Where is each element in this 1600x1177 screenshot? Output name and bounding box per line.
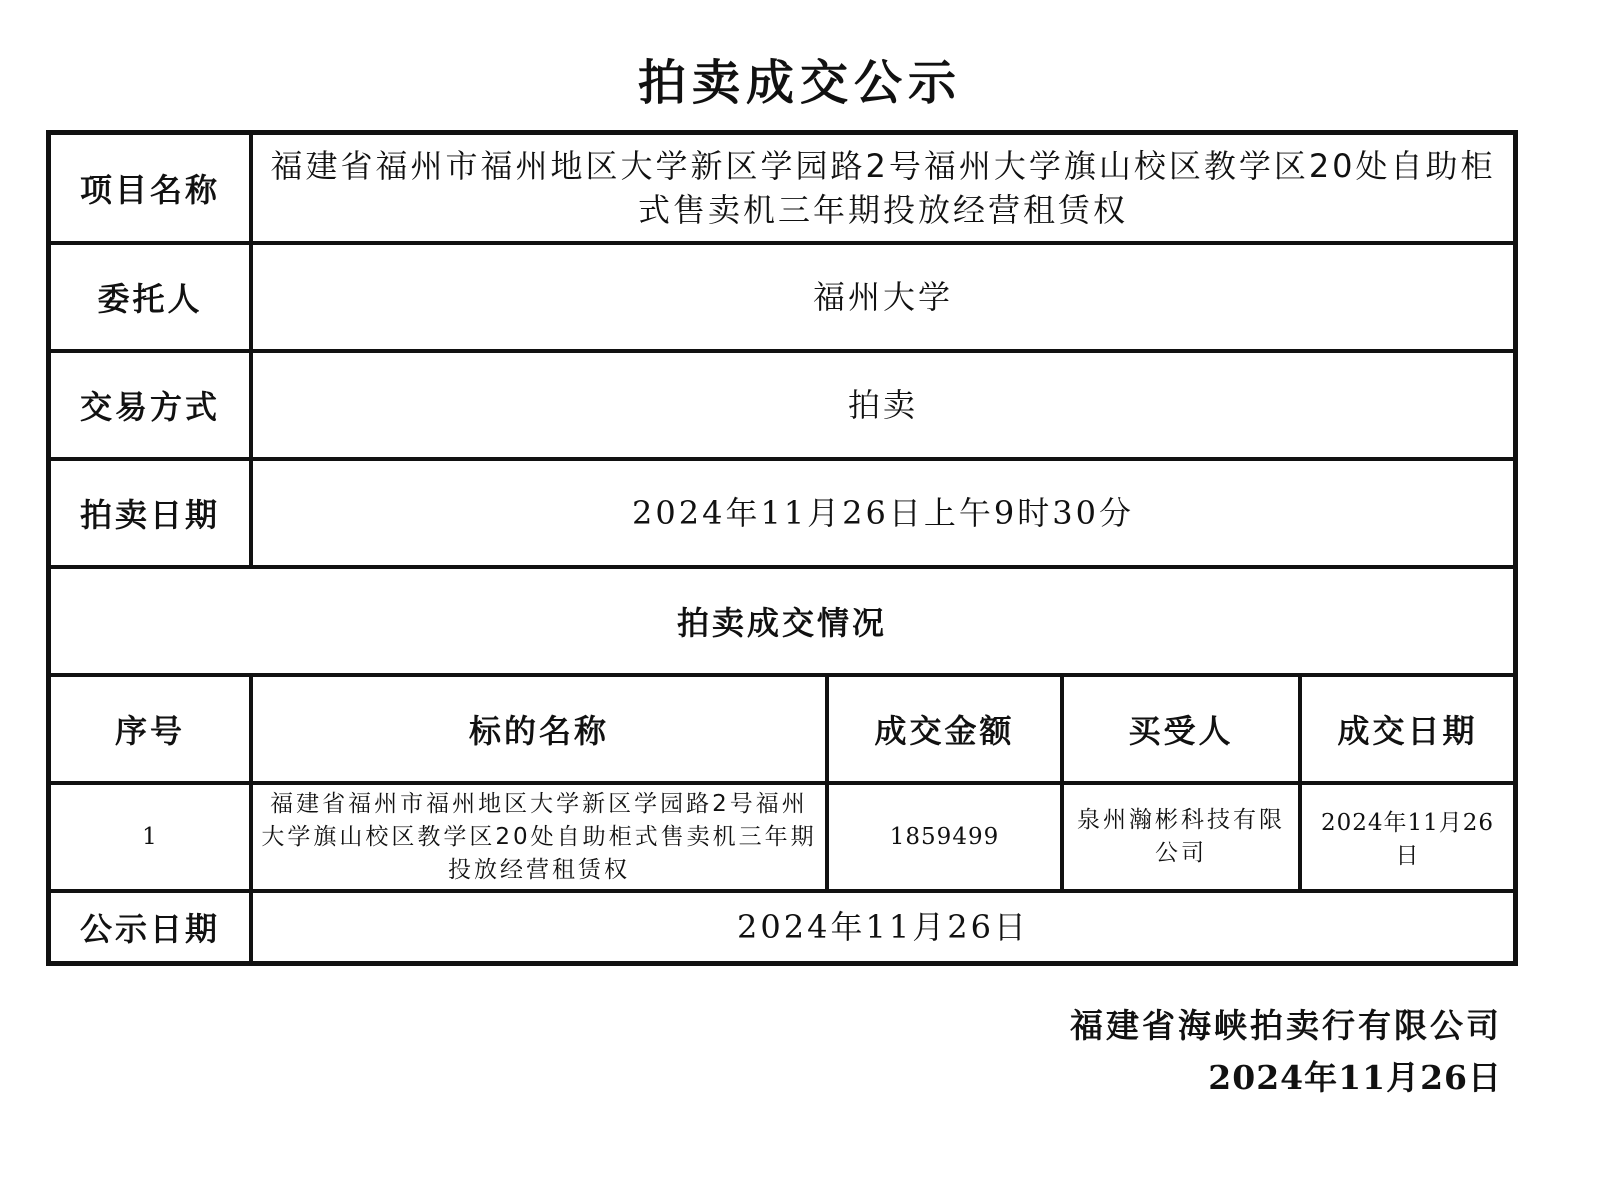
footer-company: 福建省海峡拍卖行有限公司: [1070, 1006, 1502, 1045]
project-name-value: 福建省福州市福州地区大学新区学园路2号福州大学旗山校区教学区20处自助柜式售卖机三年期投放经营租赁权: [253, 135, 1513, 241]
row-amount: 1859499: [829, 785, 1060, 889]
header-item-name: 标的名称: [253, 677, 825, 781]
header-buyer: 买受人: [1064, 677, 1298, 781]
project-name-label: 项目名称: [51, 135, 249, 241]
row-buyer: 泉州瀚彬科技有限公司: [1064, 785, 1298, 889]
auction-date-label: 拍卖日期: [51, 461, 249, 565]
notice-date-label: 公示日期: [51, 893, 249, 961]
header-index: 序号: [51, 677, 249, 781]
row-deal-date: 2024年11月26日: [1302, 785, 1513, 889]
announcement-table: [46, 130, 1518, 966]
row-index: 1: [51, 785, 249, 889]
row-item-name: 福建省福州市福州地区大学新区学园路2号福州大学旗山校区教学区20处自助柜式售卖机三年期投放经营租赁权: [253, 785, 825, 889]
footer-date: 2024年11月26日: [1208, 1058, 1502, 1097]
section-title: 拍卖成交情况: [51, 569, 1513, 673]
auction-date-value: 2024年11月26日上午9时30分: [253, 461, 1513, 565]
consignor-label: 委托人: [51, 245, 249, 349]
header-amount: 成交金额: [829, 677, 1060, 781]
method-label: 交易方式: [51, 353, 249, 457]
document-title: 拍卖成交公示: [637, 55, 962, 111]
consignor-value: 福州大学: [253, 245, 1513, 349]
header-deal-date: 成交日期: [1302, 677, 1513, 781]
notice-date-value: 2024年11月26日: [253, 893, 1513, 961]
method-value: 拍卖: [253, 353, 1513, 457]
